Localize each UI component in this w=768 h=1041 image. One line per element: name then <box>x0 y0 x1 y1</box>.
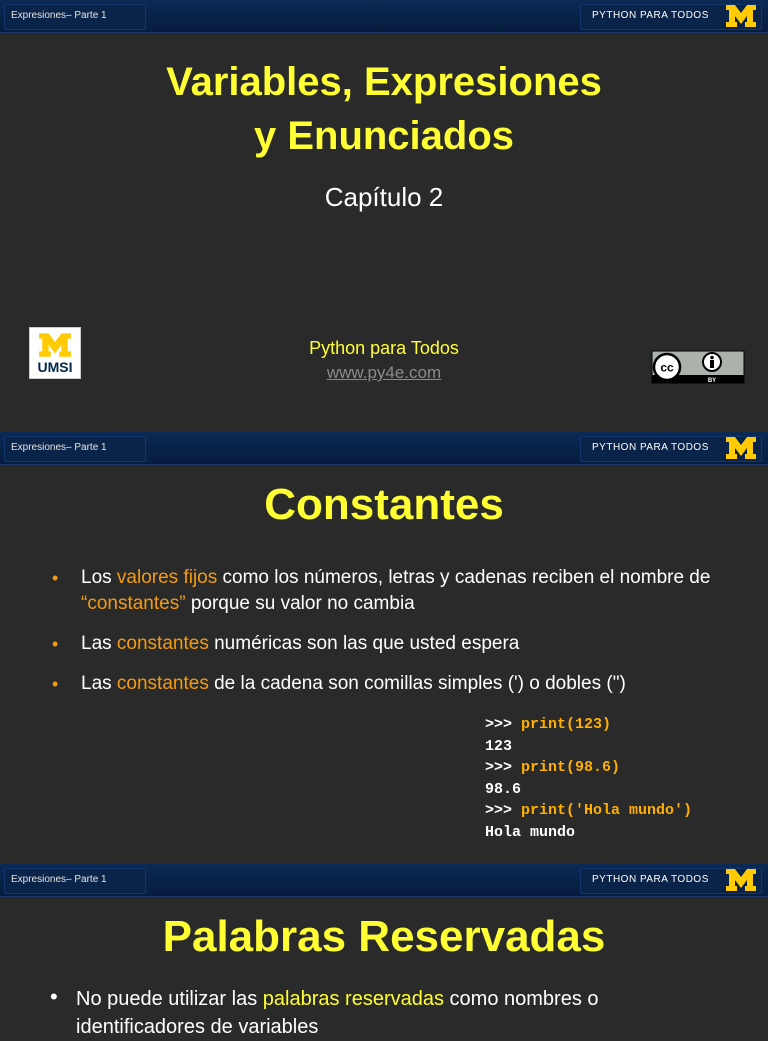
michigan-m-icon <box>725 4 757 28</box>
code-line: Hola mundo <box>485 823 576 841</box>
bullet-text-1: No puede utilizar las palabras reservadas como nombres o identificadores de variables <box>76 988 599 1038</box>
code-line: 98.6 <box>485 780 522 798</box>
michigan-m-icon <box>725 436 757 460</box>
header-section-label: Expresiones– Parte 1 <box>11 874 107 885</box>
slide-header <box>0 0 768 33</box>
slide-title <box>0 0 768 432</box>
bullet-text-2: Las constantes numéricas son las que usted espera <box>81 633 520 654</box>
chapter-subtitle: Capítulo 2 <box>324 182 444 212</box>
code-example <box>485 714 692 844</box>
slide-title-line-1: Variables, Expresiones <box>166 60 602 104</box>
bullet-marker: • <box>50 984 58 1009</box>
slide-title-line-2: y Enunciados <box>253 114 515 158</box>
bullet-marker: • <box>52 674 59 694</box>
slide-header <box>0 432 768 465</box>
bullet-text-1: Los valores fijos como los números, letras y cadenas reciben el nombre de “constantes” porque su valor no cambia <box>81 567 711 614</box>
code-line: >>> print('Hola mundo') <box>485 802 693 820</box>
slide-heading: Constantes <box>264 480 504 529</box>
bullet-text-3: Las constantes de la cadena son comillas simples (') o dobles (") <box>81 673 626 694</box>
slide-reserved-words <box>0 864 768 1038</box>
cc-by-license-icon <box>652 351 744 383</box>
slide-heading: Palabras Reservadas <box>162 912 606 961</box>
website-link[interactable]: www.py4e.com <box>326 363 442 382</box>
code-line: >>> print(123) <box>485 716 612 733</box>
svg-text:cc: cc <box>660 360 674 375</box>
code-line: >>> print(98.6) <box>485 759 621 777</box>
header-course-label: PYTHON PARA TODOS <box>592 442 709 453</box>
bullet-marker: • <box>52 568 59 588</box>
umsi-logo-text: UMSI <box>37 359 73 375</box>
license-text: BY <box>707 378 717 384</box>
header-section-label: Expresiones– Parte 1 <box>11 442 107 453</box>
slide-header <box>0 864 768 897</box>
bullet-marker: • <box>52 634 59 654</box>
michigan-m-icon <box>725 868 757 892</box>
header-course-label: PYTHON PARA TODOS <box>592 10 709 21</box>
code-line: 123 <box>485 737 513 755</box>
book-credit: Python para Todos <box>309 338 459 358</box>
slide-constants <box>0 432 768 864</box>
header-course-label: PYTHON PARA TODOS <box>592 874 709 885</box>
header-section-label: Expresiones– Parte 1 <box>11 10 107 21</box>
